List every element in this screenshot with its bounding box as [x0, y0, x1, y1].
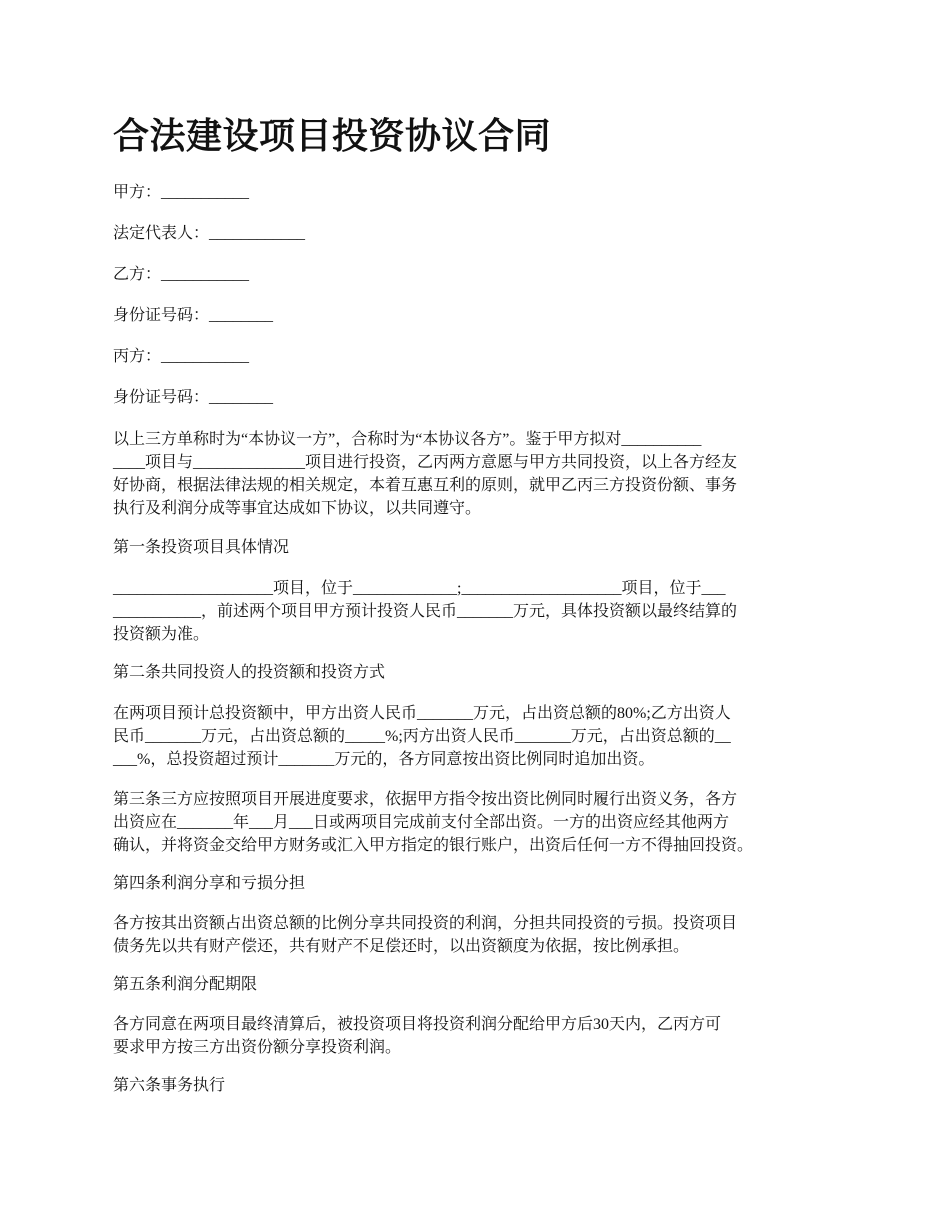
article-4-paragraph: [113, 912, 843, 958]
article-3-line: 确认，并将资金交给甲方财务或汇入甲方指定的银行账户，出资后任何一方不得抽回投资。: [113, 837, 754, 854]
article-5-line: 要求甲方按三方出资份额分享投资利润。: [113, 1039, 402, 1056]
party-c-field: 丙方：___________: [113, 348, 250, 365]
intro-line: 以上三方单称时为“本协议一方”，合称时为“本协议各方”。鉴于甲方拟对__________: [113, 431, 702, 448]
party-a-field: 甲方：___________: [113, 184, 250, 201]
article-4-line: 债务先以共有财产偿还，共有财产不足偿还时，以出资额度为依据，按比例承担。: [113, 938, 690, 955]
party-b-id-field: 身份证号码：________: [113, 307, 274, 324]
intro-paragraph: [113, 428, 843, 520]
article-2-line: 民币_______万元，占出资总额的_____%;丙方出资人民币_______万元，占出资总额的__: [113, 728, 731, 745]
intro-line: 好协商，根据法律法规的相关规定，本着互惠互利的原则，就甲乙丙三方投资份额、事务: [113, 477, 738, 494]
intro-line: ____项目与______________项目进行投资，乙丙两方意愿与甲方共同投资，以上各方经友: [113, 454, 738, 471]
article-3-line: 出资应在_______年___月___日或两项目完成前支付全部出资。一方的出资应经其他两方: [113, 814, 730, 831]
intro-line: 执行及利润分成等事宜达成如下协议，以共同遵守。: [113, 500, 482, 517]
article-2-heading: 第二条共同投资人的投资额和投资方式: [113, 664, 386, 681]
article-1-line: 投资额为准。: [113, 626, 210, 643]
article-1-heading: 第一条投资项目具体情况: [113, 539, 290, 556]
legal-representative-field: 法定代表人：____________: [113, 225, 306, 242]
article-5-paragraph: [113, 1013, 843, 1059]
article-6-heading: 第六条事务执行: [113, 1077, 226, 1094]
document-title: 合法建设项目投资协议合同: [113, 116, 552, 156]
party-b-field: 乙方：___________: [113, 266, 250, 283]
article-5-heading: 第五条利润分配期限: [113, 976, 258, 993]
article-5-line: 各方同意在两项目最终清算后，被投资项目将投资利润分配给甲方后30天内，乙丙方可: [113, 1016, 722, 1033]
article-3-line: 第三条三方应按照项目开展进度要求，依据甲方指令按出资比例同时履行出资义务，各方: [113, 791, 738, 808]
article-2-line: ___%，总投资超过预计_______万元的，各方同意按出资比例同时追加出资。: [113, 751, 655, 768]
party-c-id-field: 身份证号码：________: [113, 389, 274, 406]
article-2-paragraph: [113, 702, 843, 771]
article-1-line: ___________，前述两个项目甲方预计投资人民币_______万元，具体投资额以最终结算的: [113, 603, 738, 620]
article-1-line: ____________________项目，位于_____________;____________________项目，位于___: [113, 580, 726, 597]
article-4-heading: 第四条利润分享和亏损分担: [113, 875, 306, 892]
article-3-paragraph: [113, 788, 843, 857]
article-4-line: 各方按其出资额占出资总额的比例分享共同投资的利润，分担共同投资的亏损。投资项目: [113, 915, 738, 932]
article-2-line: 在两项目预计总投资额中，甲方出资人民币_______万元，占出资总额的80%;乙方出资人: [113, 705, 731, 722]
article-1-paragraph: [113, 577, 843, 646]
